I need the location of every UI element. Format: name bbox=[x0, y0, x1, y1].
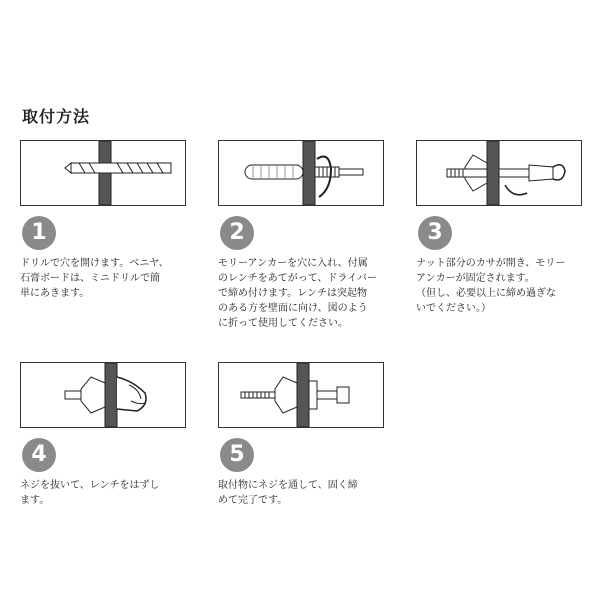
step-4-number: 4 bbox=[22, 438, 56, 472]
step-5-illustration bbox=[218, 362, 384, 428]
attach-fixture-illustration bbox=[219, 363, 383, 427]
step-5-number: 5 bbox=[220, 438, 254, 472]
step-2-number: 2 bbox=[220, 216, 254, 250]
step-1 bbox=[20, 140, 186, 301]
step-3-number: 3 bbox=[418, 216, 452, 250]
step-1-description: ドリルで穴を開けます。ベニヤ、 石膏ボードは、ミニドリルで簡 単にあきます。 bbox=[20, 258, 169, 299]
anchor-insert-illustration bbox=[219, 141, 383, 205]
anchor-expand-illustration bbox=[417, 141, 581, 205]
step-3-description: ナット部分のカサが開き、モリー アンカーが固定されます。 （但し、必要以上に締め過ぎな いでください。） bbox=[416, 258, 566, 314]
step-3-illustration bbox=[416, 140, 582, 206]
step-1-illustration bbox=[20, 140, 186, 206]
step-3 bbox=[416, 140, 582, 316]
step-2 bbox=[218, 140, 384, 331]
step-4-illustration bbox=[20, 362, 186, 428]
step-1-number: 1 bbox=[22, 216, 56, 250]
remove-screw-illustration bbox=[21, 363, 185, 427]
step-2-illustration bbox=[218, 140, 384, 206]
drill-hole-illustration bbox=[21, 141, 185, 205]
page-title: 取付方法 bbox=[22, 107, 91, 126]
step-4-description: ネジを抜いて、レンチをはずし ます。 bbox=[20, 480, 160, 506]
step-5 bbox=[218, 362, 384, 508]
step-4 bbox=[20, 362, 186, 508]
step-2-description: モリーアンカーを穴に入れ、付属 のレンチをあてがって、ドライバー で締め付けます。レンチは突起物 のある方を壁面に向け、図のよう に折って使用してください。 bbox=[218, 258, 378, 329]
step-5-description: 取付物にネジを通して、固く締 めて完了です。 bbox=[218, 480, 358, 506]
